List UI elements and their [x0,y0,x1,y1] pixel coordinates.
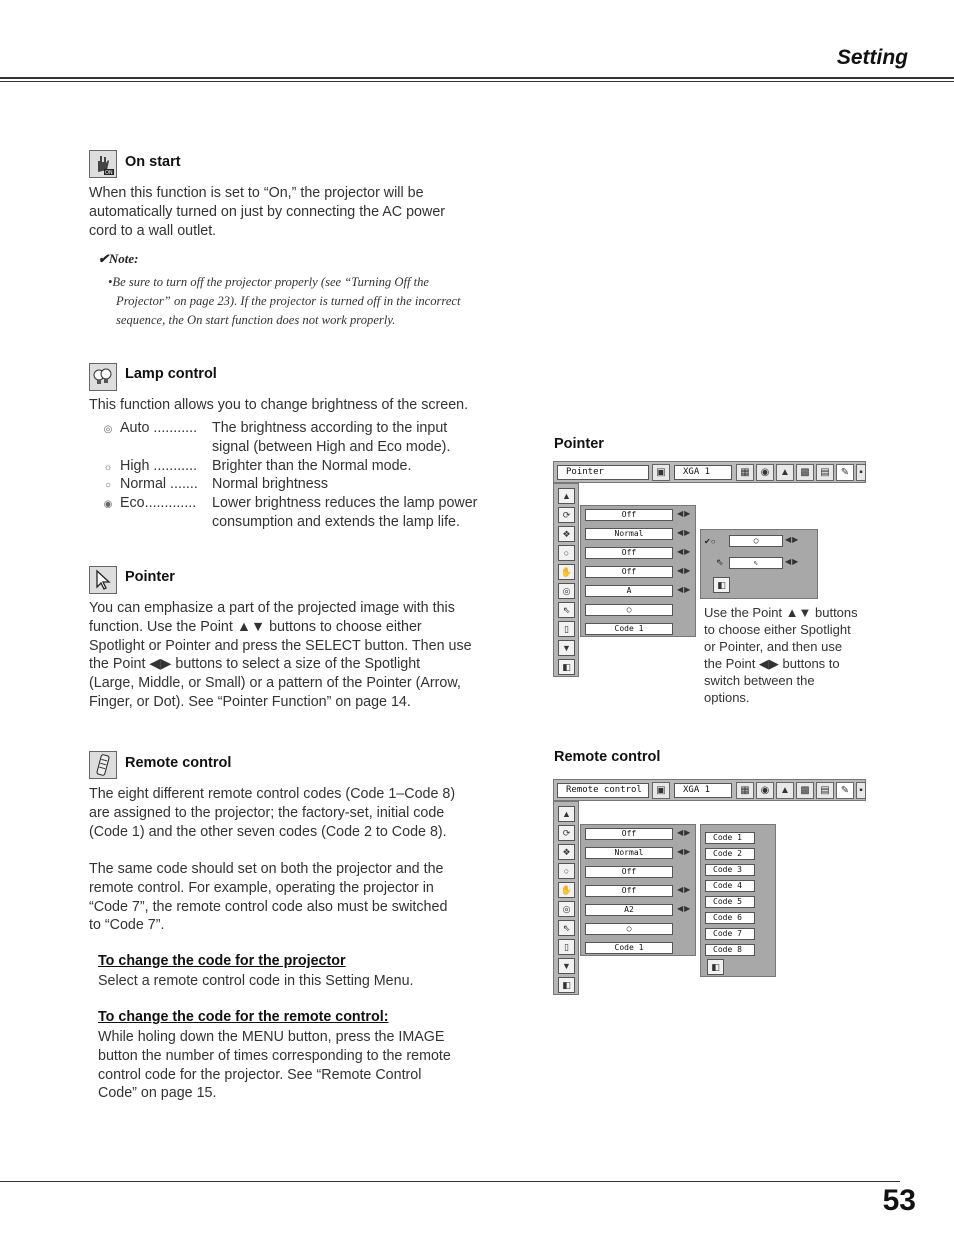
left-right-arrows-icon[interactable]: ◀▶ [677,509,692,518]
pc-adjust-icon[interactable]: ▦ [736,464,754,481]
code-option[interactable]: Code 6 [705,912,755,924]
pointer-pattern-box[interactable]: ⇖ [729,557,783,569]
language-icon[interactable]: ▩ [796,782,814,799]
exit-icon[interactable]: ◧ [707,959,724,975]
lamp-option-normal: ○ Normal ....... Normal brightness [96,475,512,496]
auto-setup-icon[interactable]: ⟳ [558,825,575,841]
setting-icon[interactable]: ✎ [836,782,854,799]
code-option[interactable]: Code 4 [705,880,755,892]
on-start-menu-icon[interactable]: ✋ [558,882,575,898]
exit-icon[interactable]: ◧ [713,577,730,593]
on-start-menu-icon[interactable]: ✋ [558,564,575,580]
code-option[interactable]: Code 3 [705,864,755,876]
pointer-figure-caption: Use the Point ▲▼ buttons to choose either Spotlight or Pointer, and then use the Point ◀▶ buttons to switch between the options. [704,605,858,705]
scroll-up-icon[interactable]: ▲ [558,806,575,822]
scroll-up-icon[interactable]: ▲ [558,488,575,504]
value-box[interactable]: A [585,585,673,597]
remote-menu-bar [553,779,866,801]
scroll-icon[interactable]: ▪ [856,464,866,481]
setting-icon[interactable]: ✎ [836,464,854,481]
left-right-arrows-icon[interactable]: ◀▶ [677,828,692,837]
scroll-icon[interactable]: ▪ [856,782,866,799]
lamp-icon[interactable]: ○ [558,863,575,879]
code-option[interactable]: Code 5 [705,896,755,908]
menu-name-box: Pointer [557,465,649,480]
info-icon[interactable]: ▤ [816,464,834,481]
value-box[interactable]: A2 [585,904,673,916]
pointer-title: Pointer [125,569,175,585]
remote-control-title: Remote control [125,755,232,771]
left-right-arrows-icon[interactable]: ◀▶ [677,885,692,894]
image-select-icon[interactable]: ▣ [652,782,670,799]
projector-code-text: Select a remote control code in this Setting Menu. [98,973,414,989]
footer-rule [0,1181,900,1182]
value-box[interactable]: Code 1 [585,942,673,954]
auto-setup-icon[interactable]: ⟳ [558,507,575,523]
code-option[interactable]: Code 1 [705,832,755,844]
lamp-control-icon [89,363,117,391]
lamp-control-menu-icon[interactable]: ◎ [558,583,575,599]
remote-code-heading: To change the code for the remote control: [98,1009,389,1025]
input-signal-box: XGA 1 [674,465,732,480]
page-number: 53 [882,1184,916,1217]
keystone-icon[interactable]: ❖ [558,526,575,542]
header-rule-thin [0,81,954,82]
remote-control-icon [89,751,117,779]
value-box[interactable]: Off [585,828,673,840]
page-header-title: Setting [836,46,908,69]
value-box[interactable]: Normal [585,847,673,859]
lamp-control-title: Lamp control [125,366,217,382]
code-option[interactable]: Code 8 [705,944,755,956]
pointer-arrow-icon: ⇖ [716,557,724,567]
lamp-normal-icon: ○ [104,480,112,491]
remote-value-panel [580,824,696,956]
remote-control-paragraph-2: The same code should set on both the projector and the remote control. For example, operating the projector in “Code 7”, the remote control code also must be switched to “Code 7”. [89,861,448,934]
input-signal-box: XGA 1 [674,783,732,798]
screen-icon[interactable]: ▲ [776,464,794,481]
value-box[interactable]: Code 1 [585,623,673,635]
image-adjust-icon[interactable]: ◉ [756,782,774,799]
pointer-menu-bar [553,461,866,483]
keystone-icon[interactable]: ❖ [558,844,575,860]
left-right-arrows-icon[interactable]: ◀▶ [785,557,800,566]
image-adjust-icon[interactable]: ◉ [756,464,774,481]
header-rule [0,77,954,79]
remote-code-text: While holing down the MENU button, press the IMAGE button the number of times corresponding to the remote control code for the projector. See “Remote Control Code” on page 15. [98,1029,451,1102]
code-option[interactable]: Code 2 [705,848,755,860]
on-start-title: On start [125,154,181,170]
pointer-icon [89,566,117,594]
screen-icon[interactable]: ▲ [776,782,794,799]
lamp-option-auto: ◎ Auto ........... The brightness according to the input signal (between High and Eco mode). [96,419,512,457]
pc-adjust-icon[interactable]: ▦ [736,782,754,799]
spotlight-size-box[interactable]: ○ [729,535,783,547]
pointer-value-panel [580,505,696,637]
exit-icon[interactable]: ◧ [558,977,575,993]
left-right-arrows-icon[interactable]: ◀▶ [677,585,692,594]
value-box[interactable]: ○ [585,604,673,616]
remote-menu-icon[interactable]: ▯ [558,621,575,637]
spotlight-icon: ✔○ [704,537,716,546]
image-select-icon[interactable]: ▣ [652,464,670,481]
pointer-side-menu [553,483,579,677]
remote-side-menu [553,801,579,995]
pointer-sub-panel [700,529,818,599]
pointer-figure-heading: Pointer [554,436,604,452]
pointer-menu-icon[interactable]: ⇖ [558,602,575,618]
pointer-description: You can emphasize a part of the projected image with this function. Use the Point ▲▼ buttons to choose either Spotlight or Pointer and press the SELECT button. Then use the Point ◀▶ buttons to select a size of the Spotlight (Large, Middle, or Small) or a pattern of the Pointer (Arrow, Finger, or Dot). See “Pointer Function” on page 14. [89,600,472,710]
on-start-icon [89,150,117,178]
value-box[interactable]: Off [585,566,673,578]
value-box[interactable]: ○ [585,923,673,935]
menu-name-box: Remote control [557,783,649,798]
code-option[interactable]: Code 7 [705,928,755,940]
left-right-arrows-icon[interactable]: ◀▶ [785,535,800,544]
note-label: ✔Note: [98,251,139,266]
value-box[interactable]: Off [585,547,673,559]
exit-icon[interactable]: ◧ [558,659,575,675]
on-start-description: When this function is set to “On,” the projector will be automatically turned on just by connecting the AC power cord to a wall outlet. [89,185,446,239]
scroll-down-icon[interactable]: ▼ [558,958,575,974]
projector-code-heading: To change the code for the projector [98,953,346,969]
remote-code-panel [700,824,776,977]
language-icon[interactable]: ▩ [796,464,814,481]
info-icon[interactable]: ▤ [816,782,834,799]
remote-menu-icon[interactable]: ▯ [558,939,575,955]
svg-text:ON: ON [105,170,113,176]
left-right-arrows-icon[interactable]: ◀▶ [677,566,692,575]
left-right-arrows-icon[interactable]: ◀▶ [677,528,692,537]
value-box[interactable]: Off [585,509,673,521]
lamp-control-intro: This function allows you to change brightness of the screen. [89,397,469,413]
pointer-menu-icon[interactable]: ⇖ [558,920,575,936]
lamp-control-menu-icon[interactable]: ◎ [558,901,575,917]
lamp-eco-icon: ◉ [103,499,113,510]
lamp-auto-icon: ◎ [103,424,113,435]
lamp-option-eco: ◉ Eco............. Lower brightness reduces the lamp power consumption and extends the lamp life. [96,494,512,532]
lamp-icon[interactable]: ○ [558,545,575,561]
left-right-arrows-icon[interactable]: ◀▶ [677,847,692,856]
value-box[interactable]: Off [585,885,673,897]
remote-control-paragraph-1: The eight different remote control codes (Code 1–Code 8) are assigned to the projector; the factory-set, initial code (Code 1) and the other seven codes (Code 2 to Code 8). [89,786,456,840]
value-box[interactable]: Off [585,866,673,878]
left-right-arrows-icon[interactable]: ◀▶ [677,547,692,556]
lamp-option-high: ☼ High ........... Brighter than the Normal mode. [96,457,512,478]
scroll-down-icon[interactable]: ▼ [558,640,575,656]
lamp-high-icon: ☼ [103,462,113,473]
left-right-arrows-icon[interactable]: ◀▶ [677,904,692,913]
on-start-note: •Be sure to turn off the projector properly (see “Turning Off the Projector” on page 23). If the projector is turned off in the incorrect sequence, the On start function does not work properly. [108,275,461,327]
remote-figure-heading: Remote control [554,749,661,765]
value-box[interactable]: Normal [585,528,673,540]
